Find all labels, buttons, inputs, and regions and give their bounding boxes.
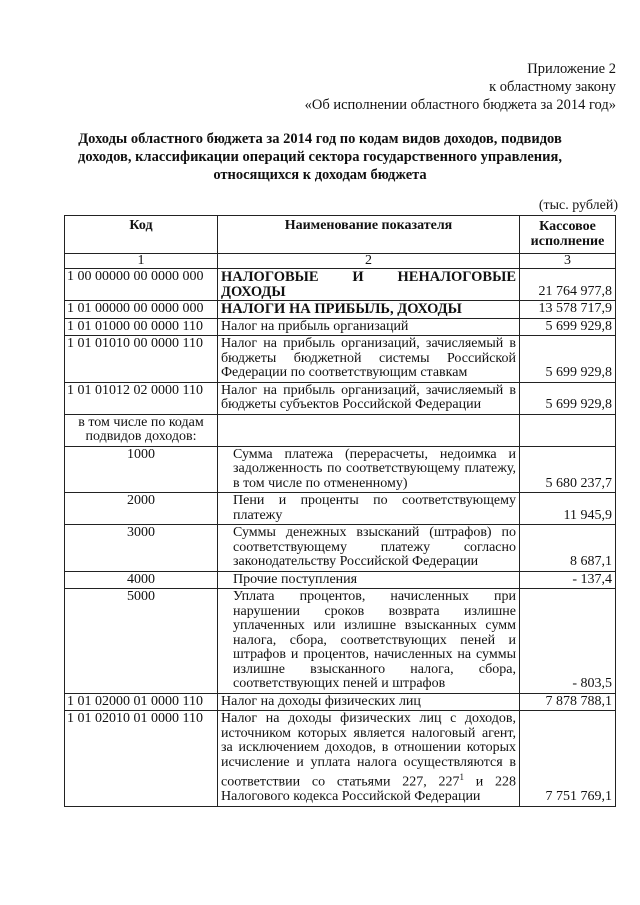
row-name: Прочие поступления — [218, 571, 520, 589]
row-code: 2000 — [65, 493, 218, 525]
row-name: Налог на прибыль организаций — [218, 318, 520, 336]
table-row — [65, 589, 616, 694]
table-row — [65, 525, 616, 572]
row-value: 21 764 977,8 — [520, 269, 616, 301]
row-name: Уплата процентов, начисленных при нарушении сроков возврата излишне уплаченных или излишне взысканных сумм налога, сбора, соответствующих пеней и штрафов и процентов, начисленных на суммы излишне взысканного налога, сбора, соответствующих пеней и штрафов — [218, 589, 520, 694]
row-code: 1 01 01000 00 0000 110 — [65, 318, 218, 336]
row-name: Налог на прибыль организаций, зачисляемый в бюджеты бюджетной системы Российской Федерации по соответствующим ставкам — [218, 336, 520, 383]
row-name: Пени и проценты по соответствующему платежу — [218, 493, 520, 525]
table-row — [65, 269, 616, 301]
table-row — [65, 318, 616, 336]
subtype-caption: в том числе по кодам подвидов доходов: — [65, 414, 218, 446]
row-value: 8 687,1 — [520, 525, 616, 572]
title-line-3: относящихся к доходам бюджета — [213, 167, 427, 183]
header-name: Наименование показателя — [218, 216, 520, 254]
row-value: - 137,4 — [520, 571, 616, 589]
unit-label: (тыс. рублей) — [538, 198, 618, 213]
header-code: Код — [65, 216, 218, 254]
table-row — [65, 382, 616, 414]
row-code: 1 01 00000 00 0000 000 — [65, 301, 218, 319]
column-number-2: 2 — [218, 254, 520, 269]
row-name — [218, 711, 520, 807]
row-name: Сумма платежа (перерасчеты, недоимка и задолженность по соответствующему платежу, в том числе по отмененному) — [218, 446, 520, 493]
row-name: НАЛОГОВЫЕ И НЕНАЛОГОВЫЕ ДОХОДЫ — [218, 269, 520, 301]
row-code: 1 01 02000 01 0000 110 — [65, 693, 218, 711]
row-value: 11 945,9 — [520, 493, 616, 525]
column-number-1: 1 — [65, 254, 218, 269]
title-line-2: доходов, классификации операций сектора государственного управления, — [78, 149, 562, 165]
revenue-table — [64, 215, 616, 807]
row-code: 3000 — [65, 525, 218, 572]
row-value: 7 878 788,1 — [520, 693, 616, 711]
document-title — [40, 130, 600, 184]
row-value: 5 699 929,8 — [520, 336, 616, 383]
row-code: 1000 — [65, 446, 218, 493]
row-value: 13 578 717,9 — [520, 301, 616, 319]
row-code: 1 00 00000 00 0000 000 — [65, 269, 218, 301]
table-row — [65, 301, 616, 319]
row-value: 5 699 929,8 — [520, 318, 616, 336]
row-name — [218, 414, 520, 446]
row-code: 1 01 01010 00 0000 110 — [65, 336, 218, 383]
table-row — [65, 414, 616, 446]
row-value: 7 751 769,1 — [520, 711, 616, 807]
title-line-1: Доходы областного бюджета за 2014 год по кодам видов доходов, подвидов — [78, 131, 562, 147]
appendix-line-2: к областному закону — [489, 79, 616, 95]
row-name: Суммы денежных взысканий (штрафов) по соответствующему платежу согласно законодательству Российской Федерации — [218, 525, 520, 572]
row-code: 4000 — [65, 571, 218, 589]
row-name-superscript: 1 — [459, 772, 464, 782]
table-row — [65, 711, 616, 807]
header-value: Кассовое исполнение — [520, 216, 616, 254]
row-name: Налог на доходы физических лиц — [218, 693, 520, 711]
row-code: 1 01 01012 02 0000 110 — [65, 382, 218, 414]
table-row — [65, 446, 616, 493]
row-name-tail: и 228 Налогового кодекса Российской Федерации — [221, 774, 517, 805]
table-row — [65, 571, 616, 589]
row-code: 1 01 02010 01 0000 110 — [65, 711, 218, 807]
column-number-3: 3 — [520, 254, 616, 269]
table-row — [65, 693, 616, 711]
table-row — [65, 336, 616, 383]
row-code: 5000 — [65, 589, 218, 694]
row-value: 5 680 237,7 — [520, 446, 616, 493]
row-name-text: Налог на доходы физических лиц с доходов, источником которых является налоговый агент, за исключением доходов, в отношении которых исчисление и уплата налога осуществляются в соответствии со статьями 227, 227 — [221, 711, 516, 790]
row-value: 5 699 929,8 — [520, 382, 616, 414]
appendix-line-1: Приложение 2 — [527, 61, 616, 77]
row-name: НАЛОГИ НА ПРИБЫЛЬ, ДОХОДЫ — [218, 301, 520, 319]
row-value: - 803,5 — [520, 589, 616, 694]
row-value — [520, 414, 616, 446]
table-row — [65, 493, 616, 525]
appendix-header — [305, 60, 616, 114]
row-name: Налог на прибыль организаций, зачисляемый в бюджеты субъектов Российской Федерации — [218, 382, 520, 414]
appendix-line-3: «Об исполнении областного бюджета за 2014 год» — [304, 97, 616, 113]
